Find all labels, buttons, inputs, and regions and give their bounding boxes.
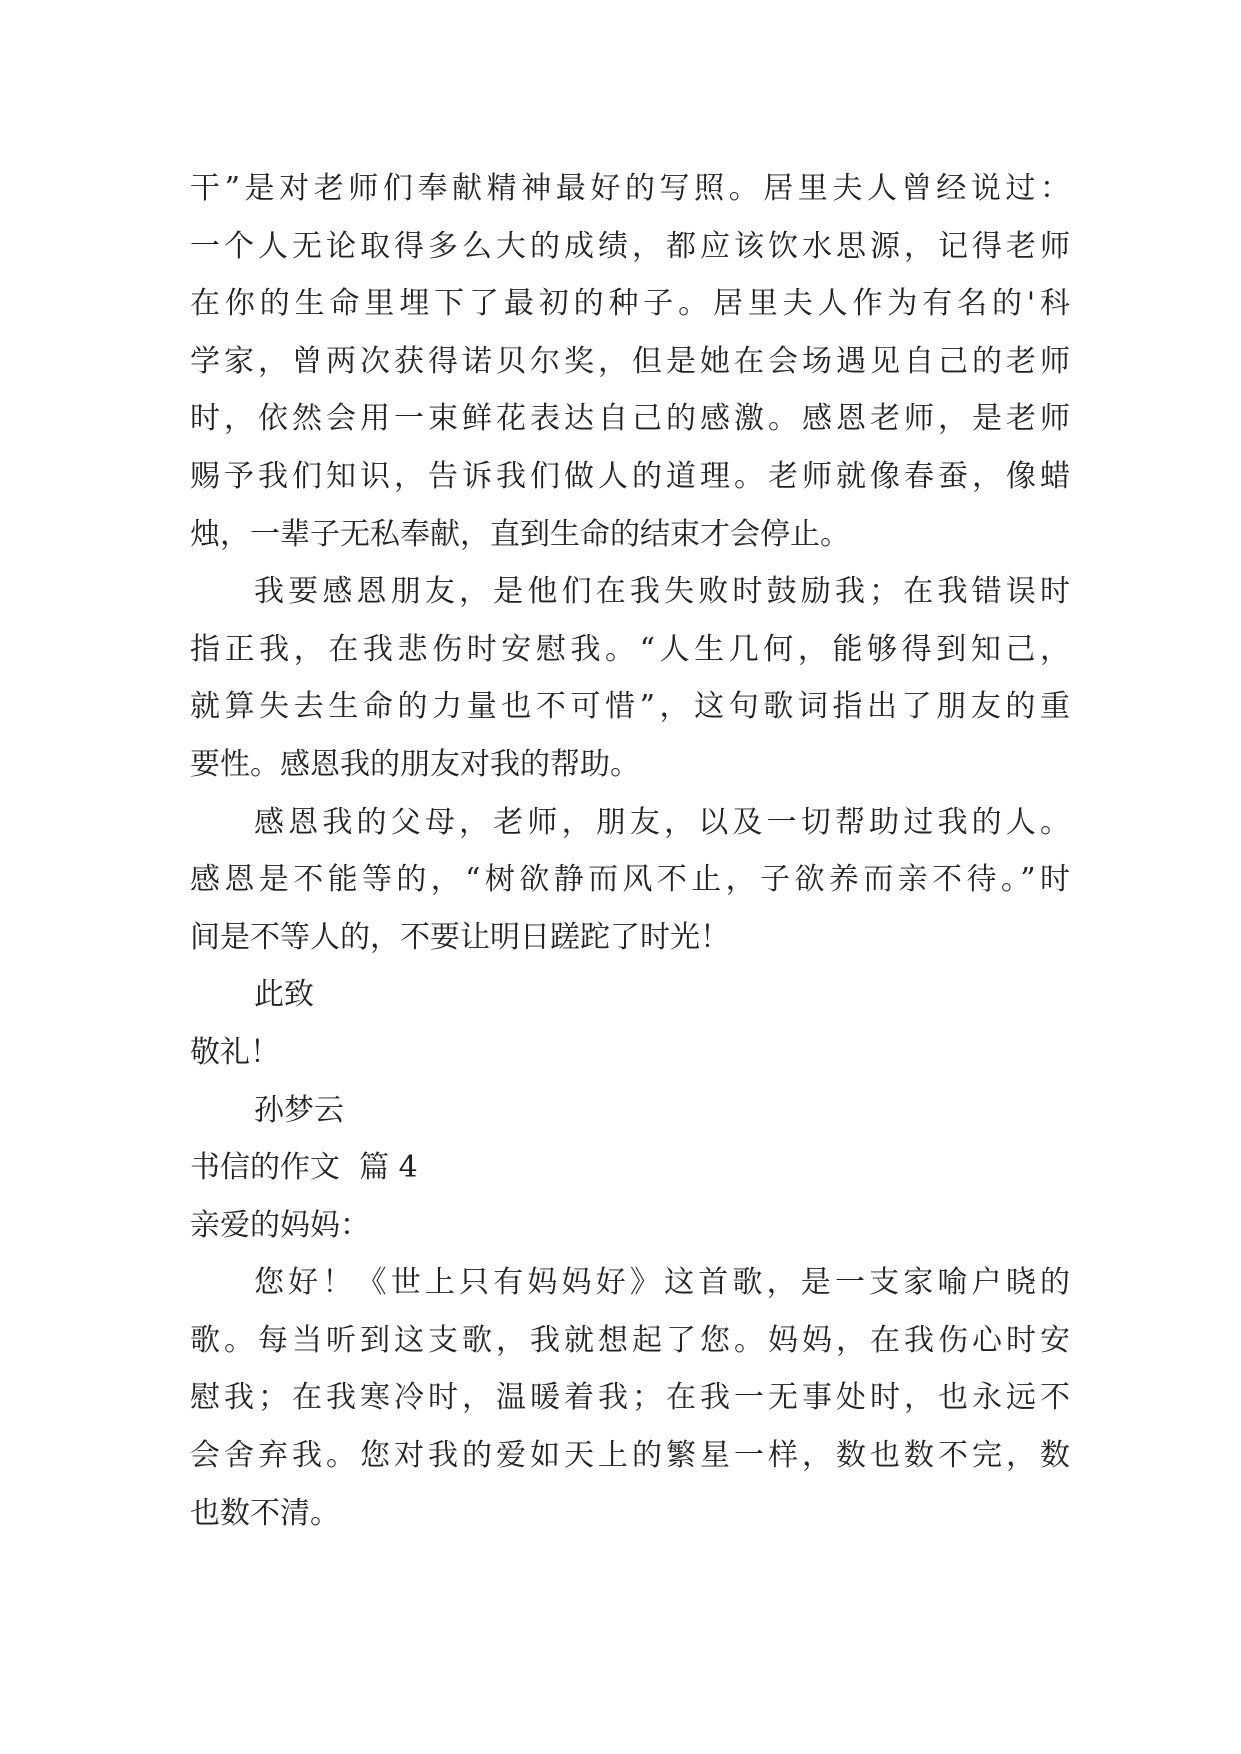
text-line: 慰我；在我寒冷时，温暖着我；在我一无事处时，也永远不: [190, 1380, 1070, 1416]
paragraph-start-line: 感恩我的父母，老师，朋友，以及一切帮助过我的人。: [254, 804, 1070, 840]
text-line: 会舍弃我。您对我的爱如天上的繁星一样，数也数不完，数: [190, 1438, 1070, 1474]
text-line: 感恩是不能等的，“树欲静而风不止，子欲养而亲不待。”时: [190, 862, 1070, 898]
text-line: 间是不等人的，不要让明日蹉跎了时光！: [190, 919, 730, 955]
text-line: 歌。每当听到这支歌，我就想起了您。妈妈，在我伤心时安: [190, 1322, 1070, 1358]
text-line: 学家，曾两次获得诺贝尔奖，但是她在会场遇见自己的老师: [190, 343, 1070, 379]
letter-greeting: 亲爱的妈妈：: [190, 1207, 370, 1243]
letter-body: [190, 160, 1070, 1542]
text-line: 时，依然会用一束鲜花表达自己的感激。感恩老师，是老师: [190, 401, 1070, 437]
text-line: 要性。感恩我的朋友对我的帮助。: [190, 746, 640, 782]
text-line: 就算失去生命的力量也不可惜”，这句歌词指出了朋友的重: [190, 689, 1070, 725]
paragraph-start-line: 您好！《世上只有妈妈好》这首歌，是一支家喻户晓的: [254, 1265, 1070, 1301]
section-heading: 书信的作文 篇 4: [190, 1150, 418, 1186]
text-line: 赐予我们知识，告诉我们做人的道理。老师就像春蚕，像蜡: [190, 458, 1070, 494]
text-line: 一个人无论取得多么大的成绩，都应该饮水思源，记得老师: [190, 228, 1070, 264]
text-line: 也数不清。: [190, 1495, 340, 1531]
closing-regards: 敬礼！: [190, 1034, 280, 1070]
text-line: 干”是对老师们奉献精神最好的写照。居里夫人曾经说过：: [190, 171, 1070, 206]
closing-salutation: 此致: [254, 977, 314, 1013]
paragraph-start-line: 我要感恩朋友，是他们在我失败时鼓励我；在我错误时: [254, 574, 1070, 610]
text-line: 指正我，在我悲伤时安慰我。“人生几何，能够得到知己，: [190, 631, 1070, 667]
text-line: 烛，一辈子无私奉献，直到生命的结束才会停止。: [190, 516, 850, 552]
text-line: 在你的生命里埋下了最初的种子。居里夫人作为有名的'科: [190, 286, 1070, 322]
signature-name: 孙梦云: [254, 1092, 344, 1128]
